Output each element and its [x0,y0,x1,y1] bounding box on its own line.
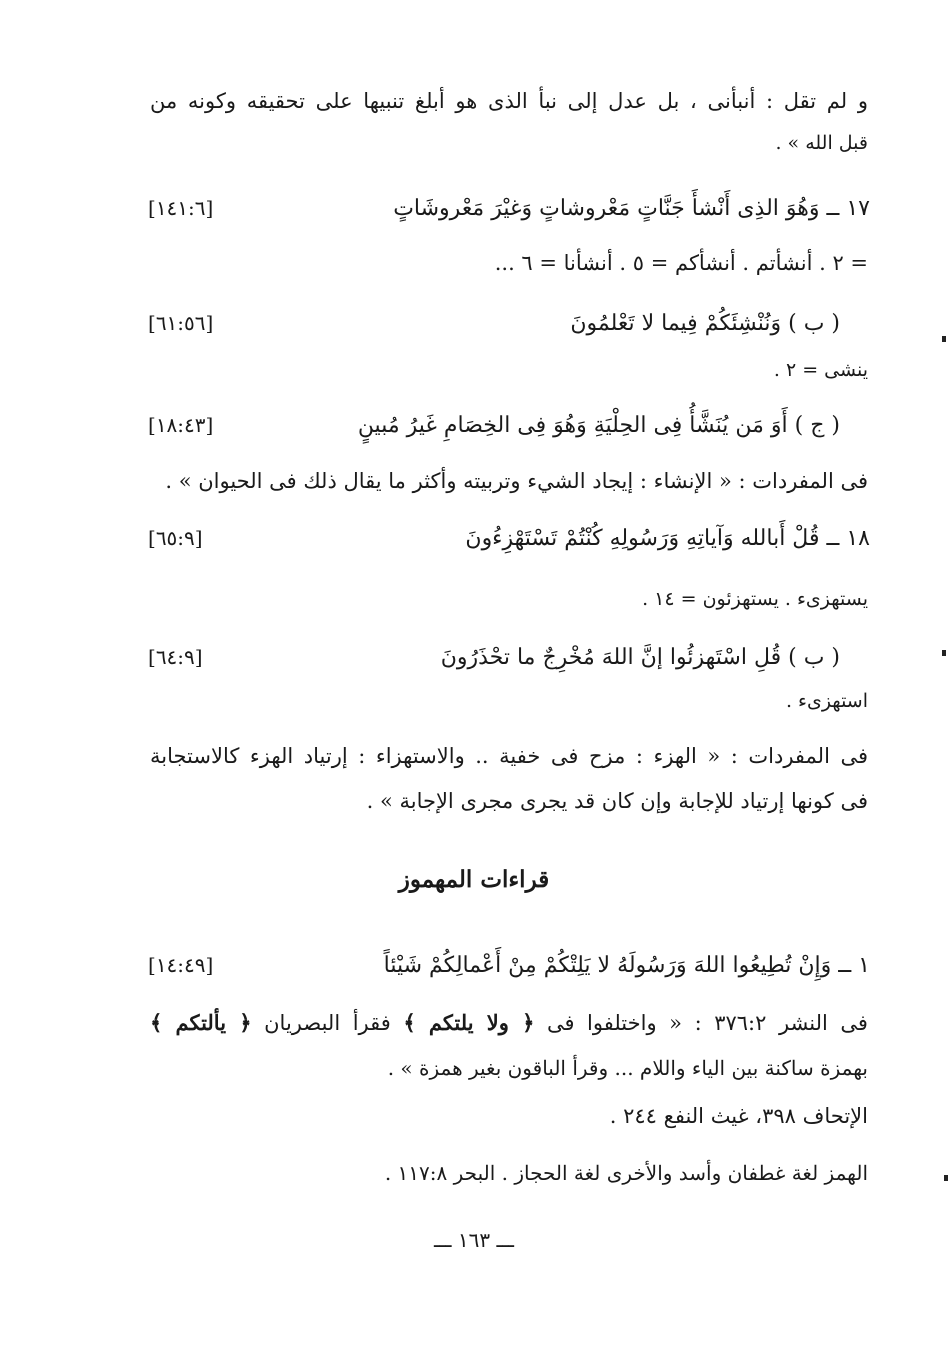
nashr-quote: ﴿ ولا يلتكم ﴾ [403,1010,535,1035]
verse-row [148,521,870,555]
mufradat-line: فى المفردات : « الهزء : مزح فى خفية .. والاستهزاء : إرتياد الهزء كالاستجابة [150,744,868,768]
verse-text: ١ ــ وَإِنْ تُطِيعُوا اللهَ وَرَسُولَهُ لا يَلِتْكُمْ مِنْ أَعْمالِكُمْ شَيْئاً [383,952,870,978]
verse-reference: [١٤:٤٩] [148,953,214,977]
hamz-line: الهمز لغة غطفان وأسد والأخرى لغة الحجاز . البحر ١١٧:٨ . [384,1161,868,1185]
verse-reference: [٦٥:٩] [148,526,203,550]
verse-row [148,191,870,225]
verse-row [148,948,870,982]
nashr-text: فى النشر ٣٧٦:٢ : « واختلفوا فى [534,1011,868,1035]
verse-row [148,640,870,674]
verse-reference: [٦١:٥٦] [148,311,214,335]
mufradat-line: فى كونها إرتياد للإجابة وإن كان قد يجرى مجرى الإجابة » . [366,789,868,813]
count-line: = ٢ . أنشأتم . أنشأكم = ٥ . أنشأنا = ٦ ... [494,251,868,275]
nashr-line [150,1008,868,1038]
nashr-quote: ﴿ يألتكم ﴾ [150,1010,252,1035]
verse-row [148,306,870,340]
section-heading: قراءات المهموز [398,866,550,893]
count-line: يستهزىء . يستهزئون = ١٤ . [642,588,868,610]
verse-text: ( ب ) قُلِ اسْتَهزئُوا إنَّ اللهَ مُخْرِجٌ ما تحْذَرُونَ [440,644,840,670]
nashr-line: بهمزة ساكنة بين الياء واللام ... وقرأ الباقون بغير همزة » . [387,1056,868,1080]
verse-reference: [٦٤:٩] [148,645,203,669]
ithaf-line: الإتحاف ٣٩٨، غيث النفع ٢٤٤ . [609,1104,868,1128]
margin-mark [942,336,946,342]
verse-reference: [١٨:٤٣] [148,413,214,437]
nashr-text: فقرأ البصريان [251,1011,404,1035]
verse-text: ١٨ ــ قُلْ أَبالله وَآياتِهِ وَرَسُولِهِ كُنْتُمْ تَسْتَهْزِءُونَ [465,525,870,551]
count-line: استهزىء . [785,690,868,712]
count-line: ينشى = ٢ . [773,359,868,381]
paragraph-line: و لم تقل : أنبأنى ، بل عدل إلى نبأ الذى هو أبلغ تنبيها على تحقيقه وكونه من [150,89,868,113]
margin-mark [942,650,946,656]
verse-text: ١٧ ــ وَهُوَ الذِى أَنْشأَ جَنَّاتٍ مَعْروشاتٍ وَغيْرَ مَعْروشَاتٍ [393,195,870,221]
verse-reference: [١٤١:٦] [148,196,214,220]
paragraph-line: قبل الله » . [775,132,868,154]
margin-mark [944,1175,948,1181]
verse-text: ( ب ) وَنُنْشِئَكُمْ فِيما لا تَعْلمُونَ [570,310,840,336]
page-number: ـــ ١٦٣ ـــ [433,1228,515,1252]
verse-text: ( ج ) أَوَ مَن يُنَشَّأُ فِى الحِلْيَةِ وَهُوَ فِى الخِصَامِ غَيرُ مُبينٍ [357,412,840,438]
mufradat-line: فى المفردات : « الإنشاء : إيجاد الشيء وتربيته وأكثر ما يقال ذلك فى الحيوان » . [165,469,868,493]
verse-row [148,408,870,442]
